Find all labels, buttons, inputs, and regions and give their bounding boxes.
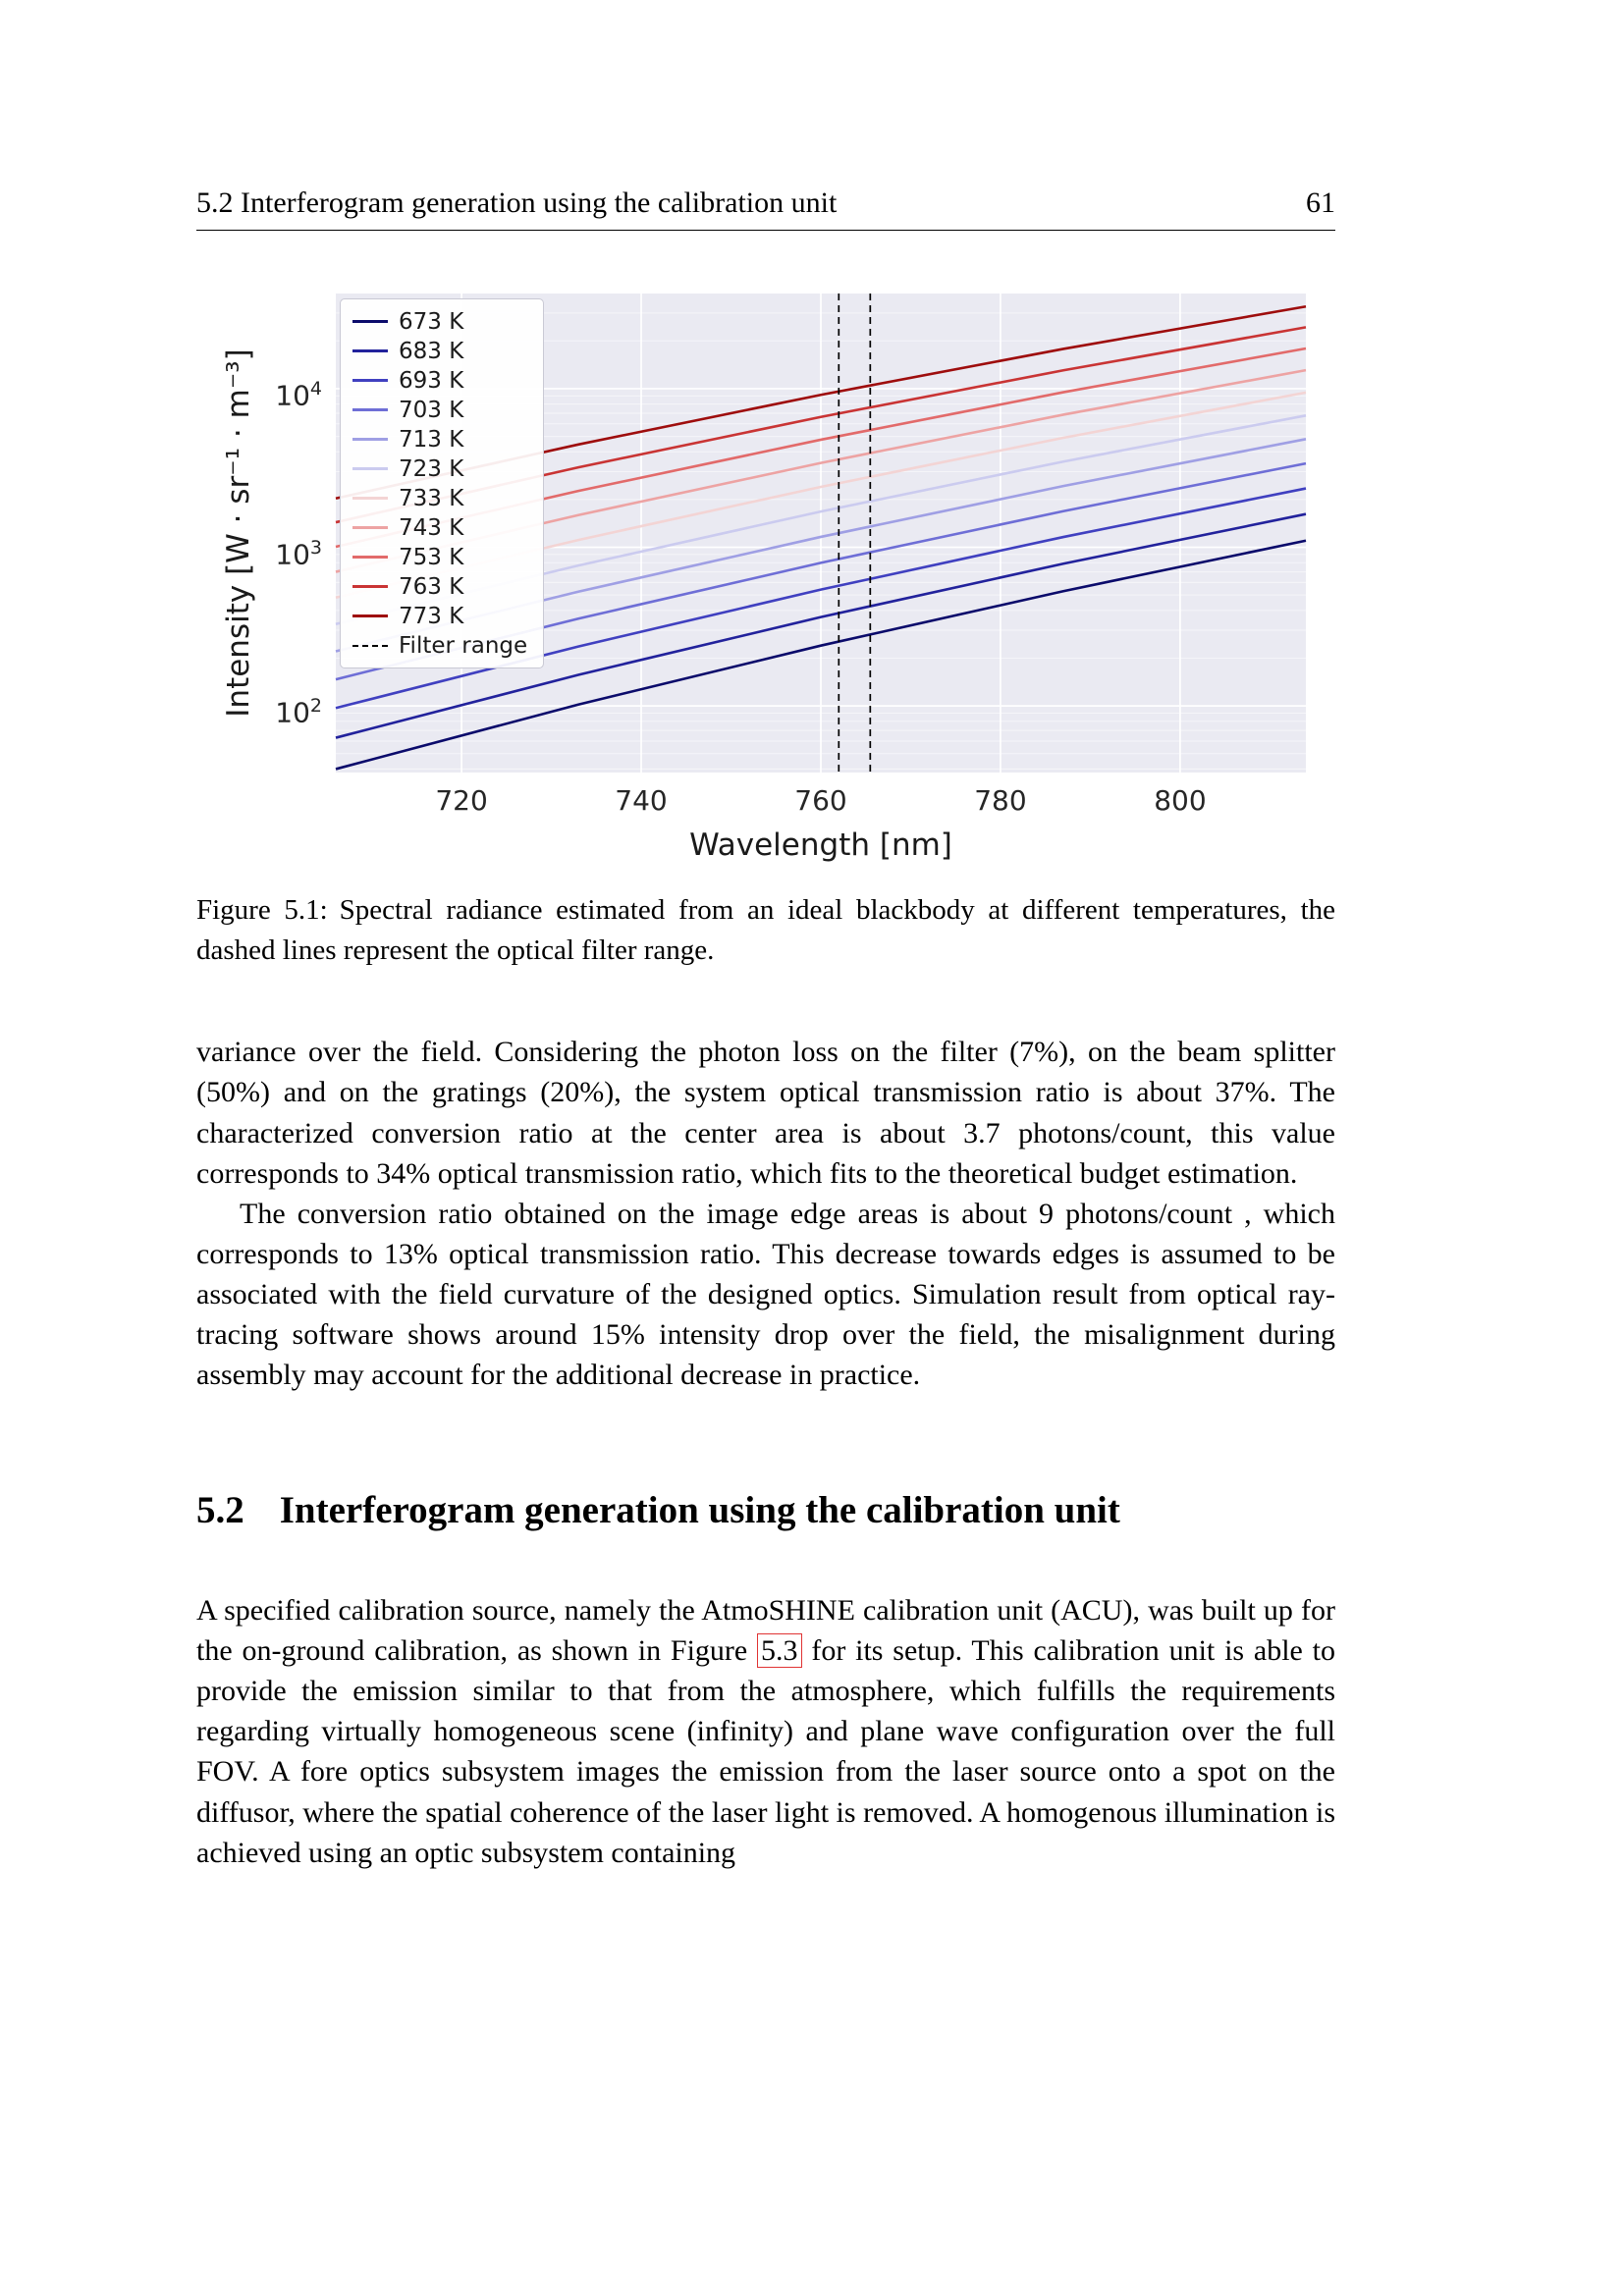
legend-line-swatch bbox=[352, 467, 388, 470]
x-tick-label: 720 bbox=[435, 784, 488, 817]
legend-item bbox=[352, 602, 527, 630]
legend-item bbox=[352, 543, 527, 571]
legend-label: 733 K bbox=[399, 485, 464, 511]
figure-caption bbox=[196, 890, 1335, 971]
legend-item bbox=[352, 572, 527, 601]
x-tick-label: 800 bbox=[1154, 784, 1207, 817]
x-tick-label: 740 bbox=[615, 784, 668, 817]
legend-item bbox=[352, 337, 527, 365]
legend-label: 763 K bbox=[399, 573, 464, 600]
paragraph-3-pre: A specified calibration source, namely the AtmoSHINE calibration unit (ACU), was built up for the on-ground calibration, as shown in Figure bbox=[196, 1594, 1335, 1668]
legend-line-swatch bbox=[352, 497, 388, 500]
legend-item bbox=[352, 366, 527, 395]
running-head: 5.2 Interferogram generation using the calibration unit bbox=[196, 187, 838, 219]
paragraph-1: variance over the field. Considering the photon loss on the filter (7%), on the beam splitter (50%) and on the gratings (20%), the system optical transmission ratio is about 37%. The characterized conversion ratio at the center area is about 3.7 photons/count, this value corresponds to 34% optical transmission ratio, which fits to the theoretical budget estimation. bbox=[196, 1036, 1335, 1190]
legend-label: 743 K bbox=[399, 514, 464, 541]
legend-item bbox=[352, 396, 527, 424]
blackbody-spectral-radiance-chart bbox=[196, 286, 1335, 875]
y-axis-label: Intensity [W · sr⁻¹ · m⁻³] bbox=[221, 348, 256, 718]
legend-label: 683 K bbox=[399, 338, 464, 364]
legend-item bbox=[352, 307, 527, 336]
section-number: 5.2 bbox=[196, 1489, 244, 1532]
legend-item bbox=[352, 631, 527, 660]
legend-label: Filter range bbox=[399, 632, 528, 659]
figure-ref-link[interactable]: 5.3 bbox=[757, 1633, 802, 1668]
legend-line-swatch bbox=[352, 526, 388, 529]
legend-label: 693 K bbox=[399, 367, 464, 394]
caption-text: Spectral radiance estimated from an ideal blackbody at different temperatures, the dashed lines represent the optical filter range. bbox=[196, 894, 1335, 967]
section-heading bbox=[196, 1489, 1335, 1533]
legend-line-swatch bbox=[352, 645, 388, 647]
legend-label: 723 K bbox=[399, 455, 464, 482]
section-title: Interferogram generation using the calibration unit bbox=[279, 1489, 1120, 1532]
legend-label: 713 K bbox=[399, 426, 464, 453]
legend-item bbox=[352, 454, 527, 483]
legend-label: 753 K bbox=[399, 544, 464, 570]
legend-item bbox=[352, 513, 527, 542]
legend-line-swatch bbox=[352, 379, 388, 382]
y-tick-label: $10^4$ bbox=[275, 377, 322, 412]
y-tick-label: $10^3$ bbox=[275, 536, 322, 570]
legend-line-swatch bbox=[352, 408, 388, 411]
legend-item bbox=[352, 484, 527, 512]
legend-line-swatch bbox=[352, 614, 388, 617]
legend-line-swatch bbox=[352, 556, 388, 559]
legend-label: 773 K bbox=[399, 603, 464, 629]
page-number: 61 bbox=[1306, 187, 1335, 219]
legend-label: 703 K bbox=[399, 397, 464, 423]
paragraph-2: The conversion ratio obtained on the image edge areas is about 9 photons/count , which corresponds to 13% optical transmission ratio. This decrease towards edges is assumed to be associated with the field curvature of the designed optics. Simulation result from optical ray-tracing software shows around 15% intensity drop over the field, the misalignment during assembly may account for the additional decrease in practice. bbox=[196, 1197, 1335, 1392]
legend-line-swatch bbox=[352, 585, 388, 588]
x-tick-label: 760 bbox=[794, 784, 847, 817]
figure-5-1 bbox=[196, 286, 1335, 971]
legend-line-swatch bbox=[352, 349, 388, 352]
page-header bbox=[196, 187, 1335, 231]
legend-label: 673 K bbox=[399, 308, 464, 335]
legend-line-swatch bbox=[352, 438, 388, 441]
chart-legend bbox=[340, 298, 544, 668]
caption-label: Figure 5.1: bbox=[196, 894, 328, 926]
x-axis-label: Wavelength [nm] bbox=[689, 828, 952, 863]
paragraph-3 bbox=[196, 1590, 1335, 1873]
paragraph-3-post: for its setup. This calibration unit is able to provide the emission similar to that from the atmosphere, which fulfills the requirements regarding virtually homogeneous scene (infinity) and plane wave configuration over the full FOV. A fore optics subsystem images the emission from the laser source onto a spot on the diffusor, where the spatial coherence of the laser light is removed. A homogenous illumination is achieved using an optic subsystem containing bbox=[196, 1634, 1335, 1869]
y-tick-label: $10^2$ bbox=[275, 695, 322, 729]
legend-item bbox=[352, 425, 527, 454]
x-tick-label: 780 bbox=[974, 784, 1027, 817]
legend-line-swatch bbox=[352, 320, 388, 323]
